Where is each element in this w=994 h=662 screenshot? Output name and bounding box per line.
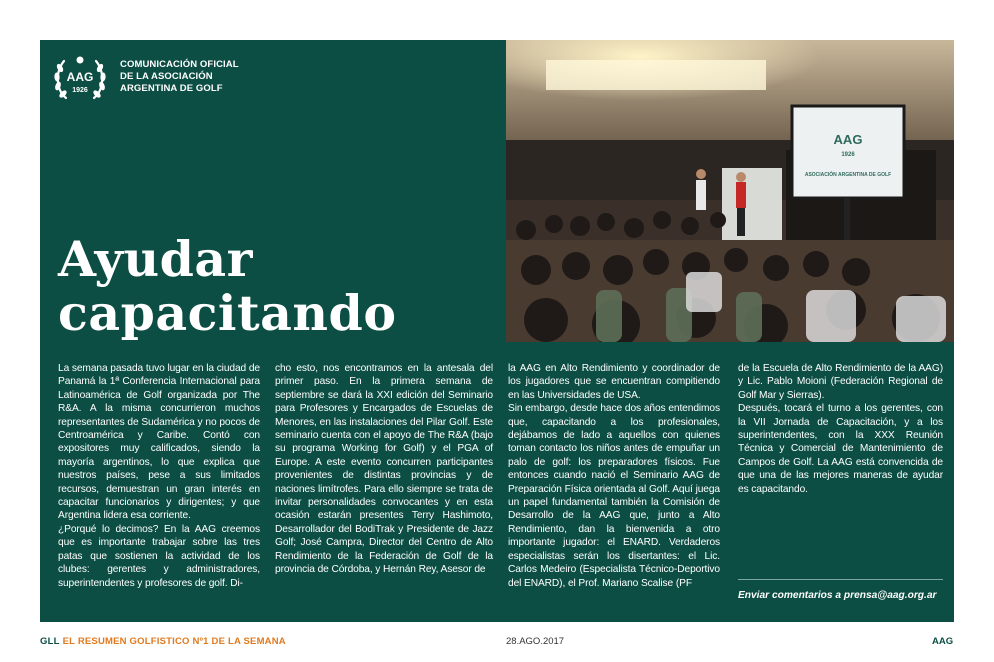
paragraph: ¿Porqué lo decimos? En la AAG creemos que es importante trabajar sobre las tres patas que sostienen la actividad de los clubes: gerentes y administradores, superintendentes y profesores de golf. Di- (58, 523, 260, 589)
text-column-4 (738, 362, 943, 496)
paragraph: cho esto, nos encontramos en la antesala del primer paso. En la primera semana de septiembre se dará la XXI edición del Seminario para Profesores y Encargados de Escuelas de Menores, en las instalaciones del Pilar Golf. Este seminario cuenta con el apoyo de The R&A (bajo su programa Working for Golf) y el PGA of Europe. A este evento concurren participantes provenientes de distintas provincias y de naciones limítrofes. Para ello siempre se trata de invitar personalidades convocantes y en esta ocasión estarán presentes Terry Hashimoto, Desarrollador del BodiTrak y Presidente de Jazz Golf; José Campra, Director del Centro de Alto Rendimiento de la Federación de Golf de la provincia de Córdoba, y Hernán Rey, Asesor de (275, 363, 493, 576)
footer-tagline (40, 636, 286, 647)
screen-caption: ASOCIACIÓN ARGENTINA DE GOLF (804, 172, 892, 178)
org-line-2: DE LA ASOCIACIÓN (120, 71, 213, 82)
contact-link[interactable]: Enviar comentarios a prensa@aag.org.ar (738, 590, 937, 601)
paragraph: Después, tocará el turno a los gerentes, con la VII Jornada de Capacitación, y a los superintendentes, con la XXX Reunión Técnica y Comercial de Mantenimiento de Campos de Golf. La AAG está convencida de que una de las mejores maneras de ayudar es capacitando. (738, 403, 943, 495)
org-line-1: COMUNICACIÓN OFICIAL (120, 59, 239, 70)
footer-date: 28.AGO.2017 (506, 636, 565, 647)
footer-brand: AAG (932, 636, 954, 647)
article-title (58, 232, 498, 340)
paragraph: de la Escuela de Alto Rendimiento de la AAG) y Lic. Pablo Moioni (Federación Regional de Golf Mar y Sierras). (738, 363, 943, 401)
paragraph: la AAG en Alto Rendimiento y coordinador de los jugadores que se encuentran compitiendo en las Universidades de USA. (508, 363, 720, 401)
org-line-3: ARGENTINA DE GOLF (120, 83, 223, 94)
text-column-1 (58, 362, 260, 590)
footer-gll: GLL (40, 636, 60, 647)
screen-year: 1926 (841, 152, 855, 158)
footer-tagline-text: EL RESUMEN GOLFISTICO Nº1 DE LA SEMANA (62, 636, 286, 647)
screen-logo: AAG (833, 132, 863, 147)
title-line-2: capacitando (58, 284, 397, 342)
title-line-1: Ayudar (58, 230, 253, 288)
logo-year: 1926 (72, 87, 88, 94)
logo-text: AAG (66, 70, 94, 84)
text-column-3 (508, 362, 720, 590)
paragraph: Sin embargo, desde hace dos años entendimos que, capacitando a los profesionales, dejábamos de lado a aquellos con quienes toman contacto los niños antes de empuñar un palo de golf: los preparadores físicos. Fue entonces cuando nació el Seminario AAG de Preparación Física orientada al Golf. Aquí juega un papel fundamental también la Comisión de Desarrollo de la AAG que, junto a Alto Rendimiento, dan la bienvenida a otro importante jugador: el ENARD. Verdaderos especialistas serán los disertantes: el Lic. Carlos Medeiro (Especialista Técnico-Deportivo del ENARD), el Prof. Mariano Scalise (PF (508, 403, 720, 589)
org-header (120, 59, 320, 95)
text-column-2 (275, 362, 493, 577)
aag-logo (52, 52, 108, 108)
paragraph: La semana pasada tuvo lugar en la ciudad de Panamá la 1ª Conferencia Internacional para Latinoamérica de Golf organizada por The R&A. A la misma concurrieron muchos representantes de Sudamérica y no pocos de Centroamérica y Caribe. Contó con expositores muy calificados, siendo la mayoría argentinos, lo que explica que nuestros países, pese a sus limitados recursos, demuestran un gran interés en capacitar funcionarios y dirigentes; y que Argentina lidera esa corriente. (58, 363, 260, 522)
divider (738, 579, 943, 580)
seminar-photo (506, 40, 954, 342)
